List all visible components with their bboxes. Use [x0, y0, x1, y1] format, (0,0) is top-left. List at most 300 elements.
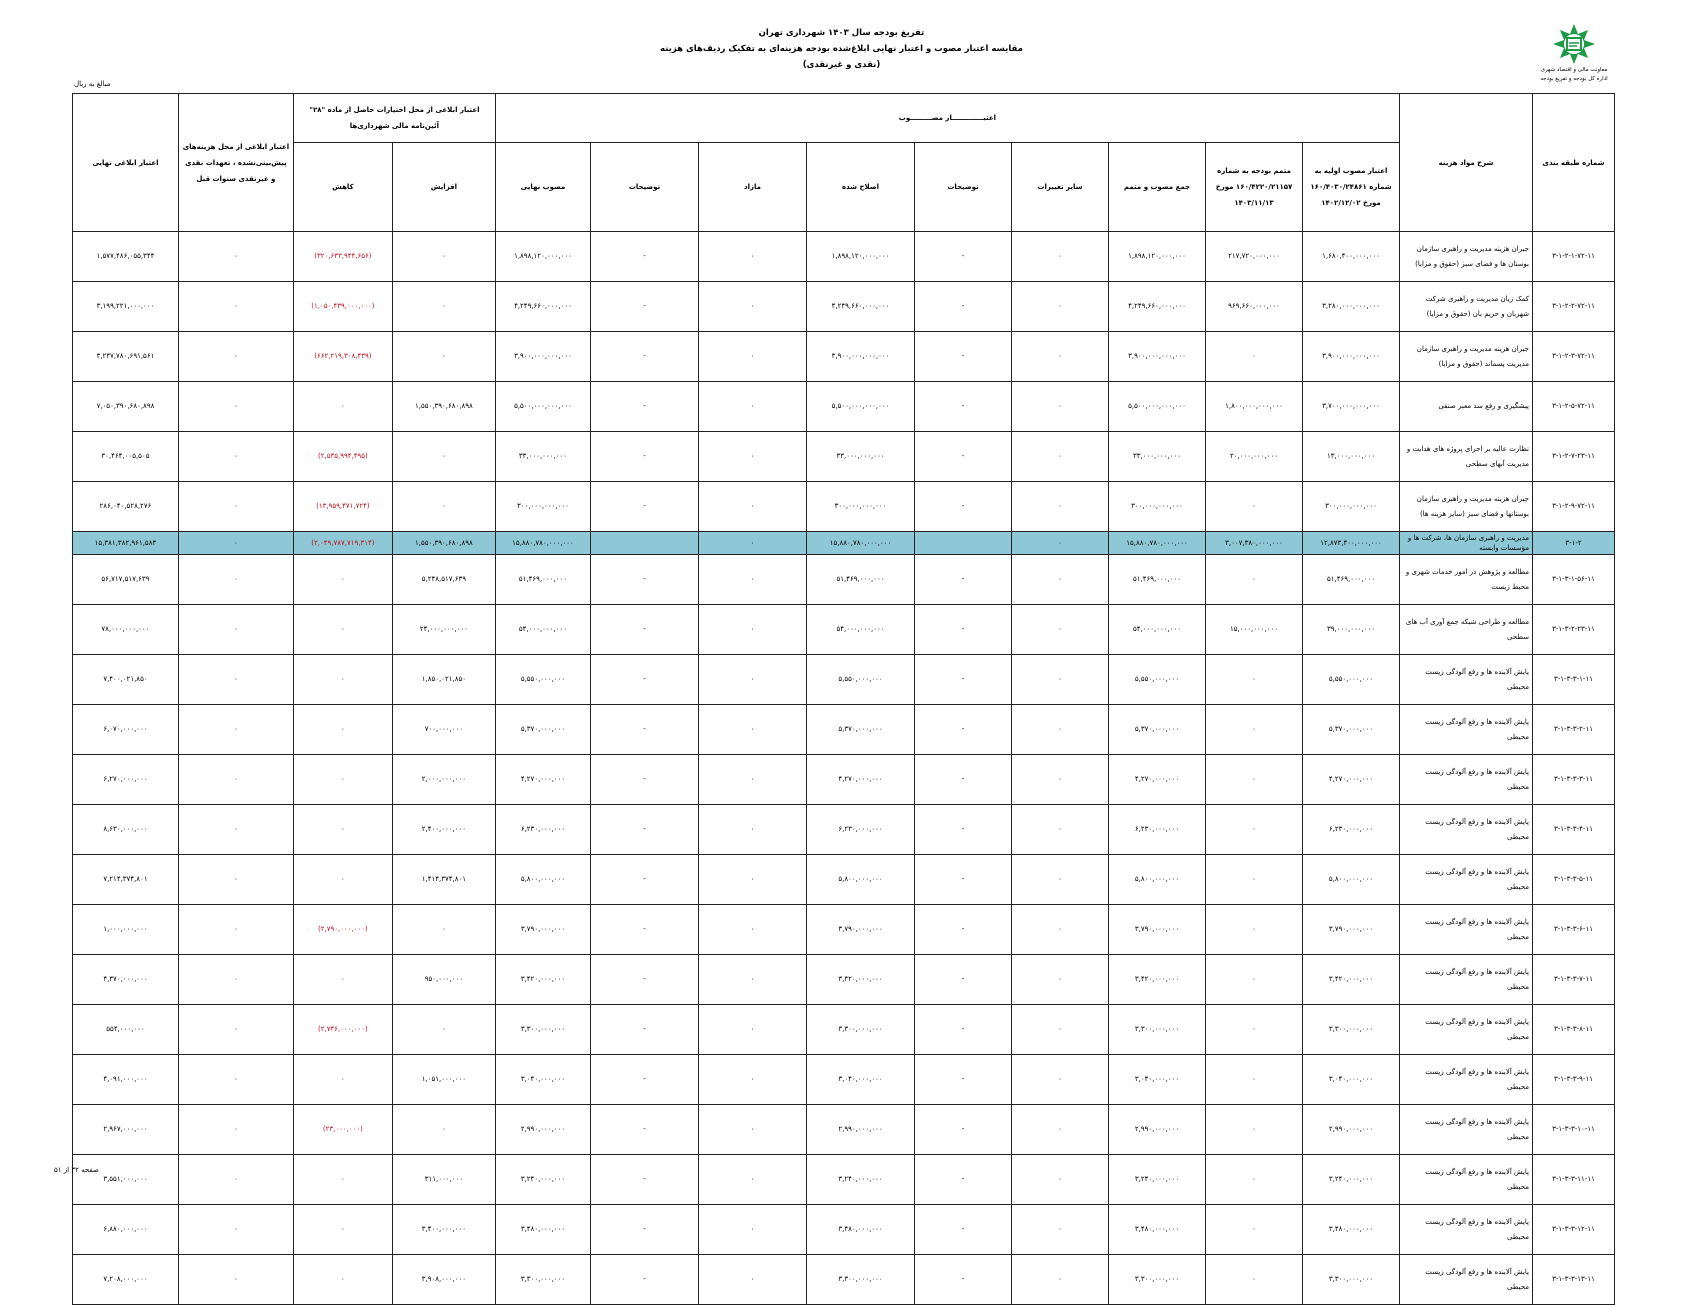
cell-other-changes: ۰ — [1012, 1055, 1109, 1105]
cell-notes2: - — [591, 1105, 699, 1155]
cell-surplus: ۰ — [699, 855, 807, 905]
cell-desc: مدیریت و راهبری سازمان ها، شرکت ها و مؤسسات وابسته — [1400, 532, 1533, 555]
cell-final-approved: ۴,۲۷۰,۰۰۰,۰۰۰ — [495, 755, 590, 805]
cell-initial: ۳,۰۴۰,۰۰۰,۰۰۰ — [1303, 1055, 1400, 1105]
cell-unforeseen: ۰ — [178, 1005, 293, 1055]
cell-sum: ۴,۲۴۹,۶۶۰,۰۰۰,۰۰۰ — [1109, 282, 1206, 332]
cell-other-changes: ۰ — [1012, 805, 1109, 855]
table-row — [73, 1255, 1615, 1305]
cell-unforeseen: ۰ — [178, 482, 293, 532]
header-supplement: متمم بودجه به شماره ۱۶۰/۴۲۲۰/۲۱۱۵۷ مورخ ۱۴۰۳/۱۱/۱۳ — [1206, 143, 1303, 232]
cell-increase: ۷۰۰,۰۰۰,۰۰۰ — [392, 705, 495, 755]
header-surplus: مازاد — [699, 143, 807, 232]
table-row — [73, 1055, 1615, 1105]
cell-notes2: - — [591, 1005, 699, 1055]
cell-final: ۳۰,۴۶۴,۰۰۵,۵۰۵ — [73, 432, 179, 482]
table-row — [73, 655, 1615, 705]
cell-notes2: - — [591, 1205, 699, 1255]
cell-unforeseen: ۰ — [178, 705, 293, 755]
cell-surplus: ۰ — [699, 655, 807, 705]
cell-amended: ۵۴,۰۰۰,۰۰۰,۰۰۰ — [807, 605, 915, 655]
cell-desc: پایش آلاینده ها و رفع آلودگی زیست محیطی — [1400, 705, 1533, 755]
cell-increase: ۲,۰۰۰,۰۰۰,۰۰۰ — [392, 755, 495, 805]
cell-sum: ۵۴,۰۰۰,۰۰۰,۰۰۰ — [1109, 605, 1206, 655]
cell-notes2: - — [591, 555, 699, 605]
cell-notes1: - — [915, 332, 1012, 382]
cell-code: ۳-۱-۳-۳-۳-۱۱ — [1533, 755, 1615, 805]
cell-notes2: - — [591, 482, 699, 532]
cell-decrease: ۰ — [293, 655, 392, 705]
cell-sum: ۱۵,۸۸۰,۷۸۰,۰۰۰,۰۰۰ — [1109, 532, 1206, 555]
cell-notes2: - — [591, 1155, 699, 1205]
cell-code: ۳-۱-۲-۷-۲۳-۱۱ — [1533, 432, 1615, 482]
cell-amended: ۶,۲۳۰,۰۰۰,۰۰۰ — [807, 805, 915, 855]
table-row — [73, 805, 1615, 855]
cell-notes2 — [591, 532, 699, 555]
cell-code: ۳-۱-۲-۹-۷۲-۱۱ — [1533, 482, 1615, 532]
cell-amended: ۲,۹۹۰,۰۰۰,۰۰۰ — [807, 1105, 915, 1155]
cell-increase: ۱,۸۵۰,۰۲۱,۸۵۰ — [392, 655, 495, 705]
cell-desc: پایش آلاینده ها و رفع آلودگی زیست محیطی — [1400, 1255, 1533, 1305]
table-row — [73, 905, 1615, 955]
cell-unforeseen: ۰ — [178, 805, 293, 855]
cell-increase: ۱,۵۵۰,۳۹۰,۶۸۰,۸۹۸ — [392, 532, 495, 555]
cell-decrease: ۰ — [293, 605, 392, 655]
cell-code: ۳-۱-۳-۳-۱۳-۱۱ — [1533, 1255, 1615, 1305]
budget-table — [72, 93, 1615, 1305]
cell-sum: ۱,۸۹۸,۱۲۰,۰۰۰,۰۰۰ — [1109, 232, 1206, 282]
cell-supplement: ۰ — [1206, 655, 1303, 705]
cell-increase: ۱,۰۵۱,۰۰۰,۰۰۰ — [392, 1055, 495, 1105]
cell-increase: ۰ — [392, 332, 495, 382]
cell-surplus: ۰ — [699, 1105, 807, 1155]
cell-supplement: ۰ — [1206, 1055, 1303, 1105]
cell-supplement: ۲۰,۰۰۰,۰۰۰,۰۰۰ — [1206, 432, 1303, 482]
cell-unforeseen: ۰ — [178, 432, 293, 482]
cell-increase: ۰ — [392, 1005, 495, 1055]
cell-final: ۳,۲۳۷,۷۸۰,۶۹۱,۵۶۱ — [73, 332, 179, 382]
header-group-approved: اعتبـــــــــــــار مصـــــــــوب — [495, 94, 1399, 143]
cell-final-approved: ۵,۵۰۰,۰۰۰,۰۰۰,۰۰۰ — [495, 382, 590, 432]
cell-amended: ۳,۳۰۰,۰۰۰,۰۰۰ — [807, 1255, 915, 1305]
cell-supplement: ۰ — [1206, 1005, 1303, 1055]
cell-desc: مطالعه و طراحی شبکه جمع آوری آب های سطحی — [1400, 605, 1533, 655]
page-number: صفحه ۳۲ از ۵۱ — [54, 1166, 99, 1174]
cell-sum: ۳,۳۰۰,۰۰۰,۰۰۰ — [1109, 1255, 1206, 1305]
cell-other-changes: ۰ — [1012, 532, 1109, 555]
cell-increase: ۱,۴۱۴,۳۷۴,۸۰۱ — [392, 855, 495, 905]
cell-amended: ۳,۰۴۰,۰۰۰,۰۰۰ — [807, 1055, 915, 1105]
cell-increase: ۳۱۱,۰۰۰,۰۰۰ — [392, 1155, 495, 1205]
cell-decrease: ۰ — [293, 382, 392, 432]
cell-sum: ۵,۸۰۰,۰۰۰,۰۰۰ — [1109, 855, 1206, 905]
cell-decrease: (۳۲۰,۶۳۳,۹۴۴,۶۵۶) — [293, 232, 392, 282]
table-body — [73, 232, 1615, 1305]
header-code: شماره طبقه بندی — [1533, 94, 1615, 232]
cell-code: ۳-۱-۳-۳-۸-۱۱ — [1533, 1005, 1615, 1055]
cell-desc: پایش آلاینده ها و رفع آلودگی زیست محیطی — [1400, 905, 1533, 955]
cell-surplus: ۰ — [699, 532, 807, 555]
cell-amended: ۵۱,۴۶۹,۰۰۰,۰۰۰ — [807, 555, 915, 605]
header-final: اعتبار ابلاغی نهایی — [73, 94, 179, 232]
cell-desc: پایش آلاینده ها و رفع آلودگی زیست محیطی — [1400, 1005, 1533, 1055]
cell-final: ۶,۰۷۰,۰۰۰,۰۰۰ — [73, 705, 179, 755]
cell-supplement: ۰ — [1206, 332, 1303, 382]
header-final-approved: مصوب نهایی — [495, 143, 590, 232]
table-row — [73, 755, 1615, 805]
cell-unforeseen: ۰ — [178, 282, 293, 332]
cell-final-approved: ۳,۳۰۰,۰۰۰,۰۰۰ — [495, 1005, 590, 1055]
cell-code: ۳-۱-۳-۳-۹-۱۱ — [1533, 1055, 1615, 1105]
cell-sum: ۶,۲۳۰,۰۰۰,۰۰۰ — [1109, 805, 1206, 855]
table-row — [73, 705, 1615, 755]
cell-surplus: ۰ — [699, 1155, 807, 1205]
cell-initial: ۵,۵۵۰,۰۰۰,۰۰۰ — [1303, 655, 1400, 705]
cell-code: ۳-۱-۳-۳-۵-۱۱ — [1533, 855, 1615, 905]
cell-final: ۶,۸۸۰,۰۰۰,۰۰۰ — [73, 1205, 179, 1255]
cell-final-approved: ۳,۳۰۰,۰۰۰,۰۰۰ — [495, 1255, 590, 1305]
cell-decrease: (۲۳,۰۰۰,۰۰۰) — [293, 1105, 392, 1155]
cell-amended: ۳,۴۸۰,۰۰۰,۰۰۰ — [807, 1205, 915, 1255]
cell-notes1: - — [915, 1205, 1012, 1255]
cell-notes2: - — [591, 805, 699, 855]
cell-code: ۳-۱-۲-۵-۷۲-۱۱ — [1533, 382, 1615, 432]
report-title: تفریغ بودجه سال ۱۴۰۳ شهرداری تهران — [758, 28, 925, 38]
cell-final-approved: ۲,۹۹۰,۰۰۰,۰۰۰ — [495, 1105, 590, 1155]
cell-notes2: - — [591, 232, 699, 282]
cell-notes2: - — [591, 432, 699, 482]
cell-surplus: ۰ — [699, 282, 807, 332]
cell-final-approved: ۳,۰۴۰,۰۰۰,۰۰۰ — [495, 1055, 590, 1105]
cell-increase: ۳,۴۰۰,۰۰۰,۰۰۰ — [392, 1205, 495, 1255]
cell-sum: ۳,۴۸۰,۰۰۰,۰۰۰ — [1109, 1205, 1206, 1255]
cell-amended: ۳,۹۰۰,۰۰۰,۰۰۰,۰۰۰ — [807, 332, 915, 382]
cell-final: ۷,۲۱۴,۳۷۴,۸۰۱ — [73, 855, 179, 905]
cell-surplus: ۰ — [699, 432, 807, 482]
cell-supplement: ۰ — [1206, 805, 1303, 855]
table-row — [73, 1155, 1615, 1205]
header-unforeseen: اعتبار ابلاغی از محل هزینه‌های پیش‌بینی‌نشده ، تعهدات نقدی و غیرنقدی سنوات قبل — [178, 94, 293, 232]
cell-increase: ۵,۲۴۸,۵۱۷,۶۳۹ — [392, 555, 495, 605]
cell-other-changes: ۰ — [1012, 605, 1109, 655]
cell-desc: پایش آلاینده ها و رفع آلودگی زیست محیطی — [1400, 855, 1533, 905]
cell-supplement: ۰ — [1206, 955, 1303, 1005]
cell-unforeseen: ۰ — [178, 855, 293, 905]
header-initial: اعتبار مصوب اولیه به شماره ۱۶۰/۴۰۳۰/۲۴۸۶۱ مورخ ۱۴۰۲/۱۲/۰۲ — [1303, 143, 1400, 232]
cell-decrease: ۰ — [293, 705, 392, 755]
cell-final-approved: ۳۰۰,۰۰۰,۰۰۰,۰۰۰ — [495, 482, 590, 532]
cell-notes1: - — [915, 1005, 1012, 1055]
cell-desc: پایش آلاینده ها و رفع آلودگی زیست محیطی — [1400, 955, 1533, 1005]
cell-other-changes: ۰ — [1012, 432, 1109, 482]
cell-other-changes: ۰ — [1012, 705, 1109, 755]
cell-decrease: ۰ — [293, 855, 392, 905]
cell-code: ۳-۱-۲-۲-۷۲-۱۱ — [1533, 282, 1615, 332]
cell-supplement: ۰ — [1206, 1205, 1303, 1255]
cell-increase: ۱,۵۵۰,۳۹۰,۶۸۰,۸۹۸ — [392, 382, 495, 432]
cell-amended: ۳,۳۰۰,۰۰۰,۰۰۰ — [807, 1005, 915, 1055]
cell-initial: ۲,۹۹۰,۰۰۰,۰۰۰ — [1303, 1105, 1400, 1155]
cell-final: ۱,۰۰۰,۰۰۰,۰۰۰ — [73, 905, 179, 955]
cell-supplement: ۱,۸۰۰,۰۰۰,۰۰۰,۰۰۰ — [1206, 382, 1303, 432]
cell-increase: ۳,۹۰۸,۰۰۰,۰۰۰ — [392, 1255, 495, 1305]
cell-final: ۲۸۶,۰۴۰,۵۲۸,۲۷۶ — [73, 482, 179, 532]
cell-supplement: ۰ — [1206, 1255, 1303, 1305]
cell-sum: ۳۳,۰۰۰,۰۰۰,۰۰۰ — [1109, 432, 1206, 482]
header-increase: افزایش — [392, 143, 495, 232]
cell-amended: ۴,۲۷۰,۰۰۰,۰۰۰ — [807, 755, 915, 805]
cell-decrease: ۰ — [293, 955, 392, 1005]
cell-surplus: ۰ — [699, 482, 807, 532]
cell-initial: ۳,۲۴۰,۰۰۰,۰۰۰ — [1303, 1155, 1400, 1205]
header-description: شرح مواد هزینه — [1400, 94, 1533, 232]
cell-surplus: ۰ — [699, 555, 807, 605]
cell-sum: ۵,۵۰۰,۰۰۰,۰۰۰,۰۰۰ — [1109, 382, 1206, 432]
cell-unforeseen: ۰ — [178, 332, 293, 382]
cell-notes1: - — [915, 1105, 1012, 1155]
cell-notes1: - — [915, 955, 1012, 1005]
cell-decrease: ۰ — [293, 1055, 392, 1105]
cell-amended: ۵,۵۵۰,۰۰۰,۰۰۰ — [807, 655, 915, 705]
cell-final: ۶,۲۷۰,۰۰۰,۰۰۰ — [73, 755, 179, 805]
cell-notes1: - — [915, 1055, 1012, 1105]
cell-final-approved: ۵,۸۰۰,۰۰۰,۰۰۰ — [495, 855, 590, 905]
cell-final: ۷,۰۵۰,۳۹۰,۶۸۰,۸۹۸ — [73, 382, 179, 432]
cell-sum: ۳,۴۲۰,۰۰۰,۰۰۰ — [1109, 955, 1206, 1005]
table-row — [73, 855, 1615, 905]
cell-code: ۳-۱-۲ — [1533, 532, 1615, 555]
cell-supplement: ۰ — [1206, 1155, 1303, 1205]
cell-notes1: - — [915, 805, 1012, 855]
cell-notes2: - — [591, 332, 699, 382]
cell-desc: پایش آلاینده ها و رفع آلودگی زیست محیطی — [1400, 1105, 1533, 1155]
cell-final-approved: ۱۵,۸۸۰,۷۸۰,۰۰۰,۰۰۰ — [495, 532, 590, 555]
cell-other-changes: ۰ — [1012, 905, 1109, 955]
cell-desc: پیشگیری و رفع سد معبر صنفی — [1400, 382, 1533, 432]
cell-unforeseen: ۰ — [178, 555, 293, 605]
table-row — [73, 1005, 1615, 1055]
cell-final: ۵۵۴,۰۰۰,۰۰۰ — [73, 1005, 179, 1055]
cell-other-changes: ۰ — [1012, 955, 1109, 1005]
cell-initial: ۳۹,۰۰۰,۰۰۰,۰۰۰ — [1303, 605, 1400, 655]
cell-final: ۳,۵۵۱,۰۰۰,۰۰۰ — [73, 1155, 179, 1205]
tehran-logo-icon — [1551, 22, 1597, 66]
cell-sum: ۳۰۰,۰۰۰,۰۰۰,۰۰۰ — [1109, 482, 1206, 532]
cell-unforeseen: ۰ — [178, 1205, 293, 1255]
cell-increase: ۰ — [392, 1105, 495, 1155]
cell-notes1: - — [915, 1255, 1012, 1305]
table-row — [73, 1105, 1615, 1155]
cell-surplus: ۰ — [699, 705, 807, 755]
cell-unforeseen: ۰ — [178, 755, 293, 805]
table-row — [73, 432, 1615, 482]
cell-notes1: - — [915, 655, 1012, 705]
cell-sum: ۲,۹۹۰,۰۰۰,۰۰۰ — [1109, 1105, 1206, 1155]
cell-initial: ۵,۸۰۰,۰۰۰,۰۰۰ — [1303, 855, 1400, 905]
header-group-article-28: اعتبار ابلاغی از محل اختیارات حاصل از ماده "۲۸" آئین‌نامه مالی شهرداری‌ها — [293, 94, 495, 143]
cell-amended: ۱۵,۸۸۰,۷۸۰,۰۰۰,۰۰۰ — [807, 532, 915, 555]
cell-initial: ۳,۷۰۰,۰۰۰,۰۰۰,۰۰۰ — [1303, 382, 1400, 432]
cell-final-approved: ۳,۹۰۰,۰۰۰,۰۰۰,۰۰۰ — [495, 332, 590, 382]
cell-unforeseen: ۰ — [178, 605, 293, 655]
cell-notes1: - — [915, 855, 1012, 905]
cell-decrease: ۰ — [293, 1255, 392, 1305]
cell-final-approved: ۳۳,۰۰۰,۰۰۰,۰۰۰ — [495, 432, 590, 482]
header-other-changes: سایر تغییرات — [1012, 143, 1109, 232]
cell-increase: ۰ — [392, 232, 495, 282]
cell-initial: ۵۱,۴۶۹,۰۰۰,۰۰۰ — [1303, 555, 1400, 605]
cell-code: ۳-۱-۳-۳-۱۰-۱۱ — [1533, 1105, 1615, 1155]
cell-amended: ۴,۲۴۹,۶۶۰,۰۰۰,۰۰۰ — [807, 282, 915, 332]
cell-desc: جبران هزینه مدیریت و راهبری سازمان بوستان ها و فضای سبز (حقوق و مزایا) — [1400, 232, 1533, 282]
header-sum: جمع مصوب و متمم — [1109, 143, 1206, 232]
cell-amended: ۳,۴۲۰,۰۰۰,۰۰۰ — [807, 955, 915, 1005]
table-row — [73, 1205, 1615, 1255]
cell-final-approved: ۵۴,۰۰۰,۰۰۰,۰۰۰ — [495, 605, 590, 655]
cell-unforeseen: ۰ — [178, 655, 293, 705]
cell-supplement: ۰ — [1206, 482, 1303, 532]
cell-sum: ۴,۲۷۰,۰۰۰,۰۰۰ — [1109, 755, 1206, 805]
cell-final: ۷,۴۰۰,۰۲۱,۸۵۰ — [73, 655, 179, 705]
cell-decrease: ۰ — [293, 1155, 392, 1205]
cell-other-changes: ۰ — [1012, 755, 1109, 805]
header-decrease: کاهش — [293, 143, 392, 232]
cell-code: ۳-۱-۳-۳-۱-۱۱ — [1533, 655, 1615, 705]
cell-other-changes: ۰ — [1012, 1255, 1109, 1305]
cell-surplus: ۰ — [699, 955, 807, 1005]
cell-final-approved: ۴,۲۴۹,۶۶۰,۰۰۰,۰۰۰ — [495, 282, 590, 332]
report-subtitle: مقایسه اعتبار مصوب و اعتبار نهایی ابلاغ‌شده بودجه هزینه‌ای به تفکیک ردیف‌های هزینه — [660, 44, 1023, 54]
cell-surplus: ۰ — [699, 905, 807, 955]
cell-notes1: - — [915, 432, 1012, 482]
cell-final: ۴,۰۹۱,۰۰۰,۰۰۰ — [73, 1055, 179, 1105]
cell-other-changes: ۰ — [1012, 1105, 1109, 1155]
cell-amended: ۳۰۰,۰۰۰,۰۰۰,۰۰۰ — [807, 482, 915, 532]
cell-surplus: ۰ — [699, 755, 807, 805]
cell-surplus: ۰ — [699, 1055, 807, 1105]
cell-other-changes: ۰ — [1012, 555, 1109, 605]
cell-code: ۳-۱-۳-۳-۴-۱۱ — [1533, 805, 1615, 855]
cell-sum: ۳,۰۴۰,۰۰۰,۰۰۰ — [1109, 1055, 1206, 1105]
cell-notes2: - — [591, 605, 699, 655]
cell-increase: ۰ — [392, 432, 495, 482]
cell-final-approved: ۳,۲۴۰,۰۰۰,۰۰۰ — [495, 1155, 590, 1205]
cell-final: ۵۶,۷۱۷,۵۱۷,۶۳۹ — [73, 555, 179, 605]
cell-surplus: ۰ — [699, 232, 807, 282]
cell-final-approved: ۵,۳۷۰,۰۰۰,۰۰۰ — [495, 705, 590, 755]
cell-initial: ۳,۴۲۰,۰۰۰,۰۰۰ — [1303, 955, 1400, 1005]
cell-code: ۳-۱-۳-۳-۶-۱۱ — [1533, 905, 1615, 955]
header-notes-2: توضیحات — [591, 143, 699, 232]
cell-surplus: ۰ — [699, 1205, 807, 1255]
cell-initial: ۵,۳۷۰,۰۰۰,۰۰۰ — [1303, 705, 1400, 755]
cell-final: ۴,۳۷۰,۰۰۰,۰۰۰ — [73, 955, 179, 1005]
cell-desc: پایش آلاینده ها و رفع آلودگی زیست محیطی — [1400, 655, 1533, 705]
cell-decrease: (۲,۷۹۰,۰۰۰,۰۰۰) — [293, 905, 392, 955]
cell-desc: جبران هزینه مدیریت و راهبری سازمان بوستانها و فضای سبز (سایر هزینه ها) — [1400, 482, 1533, 532]
cell-desc: نظارت عالیه بر اجرای پروژه های هدایت و مدیریت آبهای سطحی — [1400, 432, 1533, 482]
cell-surplus: ۰ — [699, 605, 807, 655]
cell-unforeseen: ۰ — [178, 1155, 293, 1205]
cell-other-changes: ۰ — [1012, 655, 1109, 705]
cell-sum: ۳,۲۴۰,۰۰۰,۰۰۰ — [1109, 1155, 1206, 1205]
cell-code: ۳-۱-۳-۳-۲-۱۱ — [1533, 705, 1615, 755]
cell-notes1: - — [915, 282, 1012, 332]
cell-supplement: ۹۶۹,۶۶۰,۰۰۰,۰۰۰ — [1206, 282, 1303, 332]
cell-other-changes: ۰ — [1012, 482, 1109, 532]
cell-code: ۳-۱-۳-۳-۷-۱۱ — [1533, 955, 1615, 1005]
cell-other-changes: ۰ — [1012, 282, 1109, 332]
cell-notes1: - — [915, 382, 1012, 432]
table-row — [73, 232, 1615, 282]
cell-supplement: ۰ — [1206, 905, 1303, 955]
cell-decrease: (۱,۰۵۰,۴۳۹,۰۰۰,۰۰۰) — [293, 282, 392, 332]
cell-final: ۸,۶۳۰,۰۰۰,۰۰۰ — [73, 805, 179, 855]
cell-surplus: ۰ — [699, 1255, 807, 1305]
cell-other-changes: ۰ — [1012, 1005, 1109, 1055]
cell-unforeseen: ۰ — [178, 955, 293, 1005]
cell-final-approved: ۳,۴۸۰,۰۰۰,۰۰۰ — [495, 1205, 590, 1255]
cell-initial: ۴,۲۷۰,۰۰۰,۰۰۰ — [1303, 755, 1400, 805]
cell-final-approved: ۵۱,۴۶۹,۰۰۰,۰۰۰ — [495, 555, 590, 605]
cell-sum: ۳,۹۰۰,۰۰۰,۰۰۰,۰۰۰ — [1109, 332, 1206, 382]
cell-supplement: ۱۵,۰۰۰,۰۰۰,۰۰۰ — [1206, 605, 1303, 655]
cell-notes1: - — [915, 1155, 1012, 1205]
cell-supplement: ۰ — [1206, 1105, 1303, 1155]
cell-final-approved: ۵,۵۵۰,۰۰۰,۰۰۰ — [495, 655, 590, 705]
cell-unforeseen: ۰ — [178, 1105, 293, 1155]
table-row — [73, 532, 1615, 555]
cell-increase: ۹۵۰,۰۰۰,۰۰۰ — [392, 955, 495, 1005]
cell-decrease: ۰ — [293, 755, 392, 805]
cell-notes1 — [915, 532, 1012, 555]
cell-decrease: ۰ — [293, 555, 392, 605]
cell-unforeseen: ۰ — [178, 532, 293, 555]
cell-final-approved: ۳,۴۲۰,۰۰۰,۰۰۰ — [495, 955, 590, 1005]
cell-amended: ۵,۸۰۰,۰۰۰,۰۰۰ — [807, 855, 915, 905]
cell-initial: ۱,۶۸۰,۴۰۰,۰۰۰,۰۰۰ — [1303, 232, 1400, 282]
cell-amended: ۵,۳۷۰,۰۰۰,۰۰۰ — [807, 705, 915, 755]
table-row — [73, 282, 1615, 332]
cell-amended: ۳۳,۰۰۰,۰۰۰,۰۰۰ — [807, 432, 915, 482]
cell-notes2: - — [591, 1255, 699, 1305]
cell-other-changes: ۰ — [1012, 1155, 1109, 1205]
cell-notes2: - — [591, 855, 699, 905]
cell-unforeseen: ۰ — [178, 905, 293, 955]
cell-code: ۳-۱-۳-۳-۱۲-۱۱ — [1533, 1205, 1615, 1255]
cell-notes2: - — [591, 282, 699, 332]
cell-amended: ۳,۲۴۰,۰۰۰,۰۰۰ — [807, 1155, 915, 1205]
cell-notes2: - — [591, 655, 699, 705]
cell-code: ۳-۱-۲-۱-۷۲-۱۱ — [1533, 232, 1615, 282]
cell-supplement: ۰ — [1206, 755, 1303, 805]
cell-unforeseen: ۰ — [178, 232, 293, 282]
cell-desc: جبران هزینه مدیریت و راهبری سازمان مدیریت پسماند (حقوق و مزایا) — [1400, 332, 1533, 382]
cell-desc: پایش آلاینده ها و رفع آلودگی زیست محیطی — [1400, 755, 1533, 805]
cell-decrease: (۲,۰۴۹,۷۸۷,۷۱۹,۳۱۴) — [293, 532, 392, 555]
cell-decrease: (۶۶۲,۲۱۹,۳۰۸,۴۳۹) — [293, 332, 392, 382]
cell-notes2: - — [591, 382, 699, 432]
cell-unforeseen: ۰ — [178, 1055, 293, 1105]
cell-code: ۳-۱-۲-۳-۷۲-۱۱ — [1533, 332, 1615, 382]
cell-increase: ۲,۴۰۰,۰۰۰,۰۰۰ — [392, 805, 495, 855]
cell-notes1: - — [915, 905, 1012, 955]
cell-surplus: ۰ — [699, 1005, 807, 1055]
cell-sum: ۵۱,۴۶۹,۰۰۰,۰۰۰ — [1109, 555, 1206, 605]
cell-notes2: - — [591, 955, 699, 1005]
cell-code: ۳-۱-۳-۱-۵۶-۱۱ — [1533, 555, 1615, 605]
table-row — [73, 605, 1615, 655]
